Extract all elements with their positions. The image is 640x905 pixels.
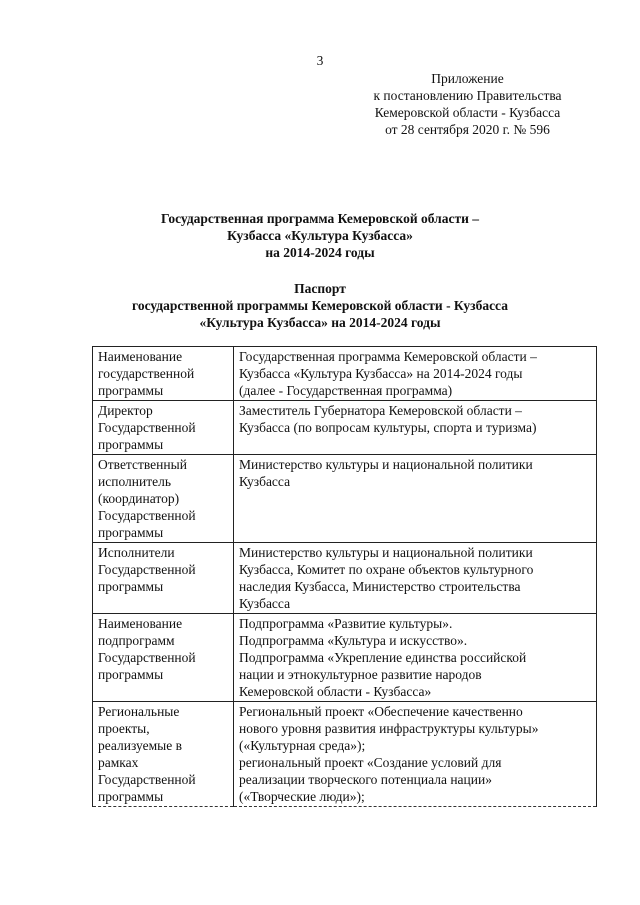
- passport-title-line: Паспорт: [294, 281, 346, 296]
- row-label-line: реализуемые в: [98, 738, 182, 753]
- row-label-line: государственной: [98, 366, 195, 381]
- row-label-line: Исполнители: [98, 545, 175, 560]
- row-value-cell: [234, 347, 597, 401]
- row-value-line: Подпрограмма «Укрепление единства российской: [239, 650, 527, 665]
- row-value-line: Кузбасса «Культура Кузбасса» на 2014-2024 годы: [239, 366, 523, 381]
- row-label-line: программы: [98, 667, 164, 682]
- row-label-line: программы: [98, 437, 164, 452]
- row-label-cell: [93, 614, 234, 702]
- row-value-line: («Культурная среда»);: [239, 738, 366, 753]
- row-value-line: Министерство культуры и национальной политики: [239, 545, 533, 560]
- row-label-line: рамках: [98, 755, 139, 770]
- program-title-line: Кузбасса «Культура Кузбасса»: [227, 228, 413, 243]
- row-value-line: Кемеровской области - Кузбасса»: [239, 684, 432, 699]
- row-label-line: Региональные: [98, 704, 180, 719]
- row-value-line: Региональный проект «Обеспечение качественно: [239, 704, 523, 719]
- row-label-line: программы: [98, 789, 164, 804]
- row-label-line: программы: [98, 383, 164, 398]
- row-value-cell: [234, 401, 597, 455]
- row-label-cell: [93, 702, 234, 807]
- passport-title: [0, 280, 640, 331]
- row-value-line: нового уровня развития инфраструктуры культуры»: [239, 721, 539, 736]
- row-label-line: проекты,: [98, 721, 150, 736]
- table-row: [93, 543, 597, 614]
- row-label-cell: [93, 401, 234, 455]
- appendix-header: [330, 70, 605, 138]
- row-value-line: («Творческие люди»);: [239, 789, 365, 804]
- table-row: [93, 401, 597, 455]
- row-value-line: (далее - Государственная программа): [239, 383, 453, 398]
- program-title: [0, 210, 640, 261]
- row-value-line: Заместитель Губернатора Кемеровской области –: [239, 403, 522, 418]
- row-value-cell: [234, 702, 597, 807]
- program-title-line: Государственная программа Кемеровской области –: [160, 211, 480, 226]
- row-label-line: (координатор): [98, 491, 180, 506]
- row-label-cell: [93, 543, 234, 614]
- row-value-line: Кузбасса, Комитет по охране объектов культурного: [239, 562, 534, 577]
- passport-title-line: государственной программы Кемеровской области - Кузбасса: [132, 298, 508, 313]
- row-value-line: Кузбасса: [239, 474, 291, 489]
- row-label-line: Государственной: [98, 420, 196, 435]
- row-label-cell: [93, 455, 234, 543]
- row-value-line: Подпрограмма «Культура и искусство».: [239, 633, 468, 648]
- passport-title-line: «Культура Кузбасса» на 2014-2024 годы: [199, 315, 441, 330]
- row-label-line: Государственной: [98, 772, 196, 787]
- row-value-line: реализации творческого потенциала нации»: [239, 772, 492, 787]
- row-value-line: региональный проект «Создание условий для: [239, 755, 502, 770]
- appendix-line: Кемеровской области - Кузбасса: [374, 105, 561, 120]
- passport-table: [92, 346, 597, 807]
- appendix-line: Приложение: [431, 71, 504, 86]
- row-value-line: наследия Кузбасса, Министерство строительства: [239, 579, 521, 594]
- table-row: [93, 347, 597, 401]
- table-row: [93, 702, 597, 807]
- row-value-cell: [234, 543, 597, 614]
- row-label-line: программы: [98, 579, 164, 594]
- row-label-line: программы: [98, 525, 164, 540]
- row-label-line: Ответственный: [98, 457, 187, 472]
- row-label-cell: [93, 347, 234, 401]
- row-value-line: нации и этнокультурное развитие народов: [239, 667, 482, 682]
- row-label-line: подпрограмм: [98, 633, 175, 648]
- row-value-cell: [234, 614, 597, 702]
- table-row: [93, 614, 597, 702]
- page-number: 3: [316, 53, 324, 68]
- row-value-line: Государственная программа Кемеровской области –: [239, 349, 537, 364]
- row-label-line: Государственной: [98, 508, 196, 523]
- row-value-line: Подпрограмма «Развитие культуры».: [239, 616, 453, 631]
- row-value-line: Министерство культуры и национальной политики: [239, 457, 533, 472]
- program-title-line: на 2014-2024 годы: [265, 245, 375, 260]
- table-row: [93, 455, 597, 543]
- row-label-line: Наименование: [98, 616, 183, 631]
- row-value-line: Кузбасса (по вопросам культуры, спорта и туризма): [239, 420, 537, 435]
- row-label-line: исполнитель: [98, 474, 171, 489]
- row-label-line: Государственной: [98, 562, 196, 577]
- row-label-line: Наименование: [98, 349, 183, 364]
- appendix-line: от 28 сентября 2020 г. № 596: [385, 122, 550, 137]
- row-label-line: Директор: [98, 403, 153, 418]
- row-label-line: Государственной: [98, 650, 196, 665]
- row-value-line: Кузбасса: [239, 596, 291, 611]
- appendix-line: к постановлению Правительства: [373, 88, 562, 103]
- row-value-cell: [234, 455, 597, 543]
